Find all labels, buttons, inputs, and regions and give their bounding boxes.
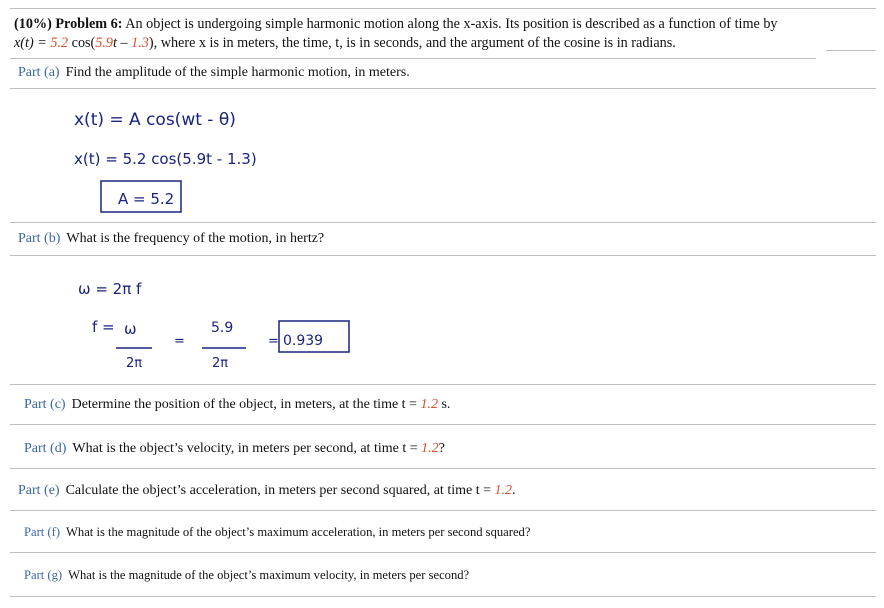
omega-value: 5.9 <box>95 35 114 51</box>
phase-value: 1.3 <box>131 35 149 51</box>
hw-b-omega-relation: ω = 2π f <box>78 280 142 298</box>
part-a-text: Find the amplitude of the simple harmonic motion, in meters. <box>65 65 410 80</box>
hw-a-general-equation: x(t) = A cos(wt - θ) <box>74 110 236 130</box>
part-d-label: Part (d) <box>24 441 67 456</box>
part-e-text: Calculate the object’s acceleration, in meters per second squared, at time t = <box>65 483 495 498</box>
part-c-time-value: 1.2 <box>420 397 438 412</box>
part-c-text-after: s. <box>437 397 451 412</box>
part-f-label: Part (f) <box>24 525 61 539</box>
time-variable: t <box>113 35 117 51</box>
part-g-text: What is the magnitude of the object’s maximum velocity, in meters per second? <box>68 568 470 582</box>
hw-a-answer: A = 5.2 <box>118 190 175 208</box>
problem-line-2-rest: ), where x is in meters, the time, t, is in seconds, and the argument of the cosine is in radians. <box>148 35 676 51</box>
cos-open: cos( <box>68 35 96 51</box>
hw-b-denominator-value: 2π <box>212 356 229 371</box>
part-a-label: Part (a) <box>18 65 60 80</box>
hw-b-numerator-value: 5.9 <box>211 320 234 336</box>
part-b-text: What is the frequency of the motion, in hertz? <box>66 231 325 246</box>
part-f-text: What is the magnitude of the object’s maximum acceleration, in meters per second squared? <box>66 525 531 539</box>
problem-line-1: An object is undergoing simple harmonic motion along the x-axis. Its position is described as a function of time by <box>125 16 778 32</box>
problem-title: Problem 6: <box>55 16 123 32</box>
part-e-time-value: 1.2 <box>494 483 512 498</box>
part-d-time-value: 1.2 <box>421 441 439 456</box>
hw-b-f-equals: f = <box>92 318 115 336</box>
hw-b-answer: 0.939 <box>283 333 324 349</box>
hw-b-equals-sign: = <box>174 334 185 349</box>
answer-box-b <box>279 321 349 352</box>
hw-a-specific-equation: x(t) = 5.2 cos(5.9t - 1.3) <box>74 150 257 168</box>
part-g-label: Part (g) <box>24 568 63 582</box>
part-b-label: Part (b) <box>18 231 61 246</box>
part-d-text: What is the object’s velocity, in meters per second, at time t = <box>72 441 422 456</box>
problem-weight: (10%) <box>14 16 52 32</box>
answer-box-a <box>101 181 181 212</box>
part-c-text: Determine the position of the object, in meters, at the time t = <box>71 397 421 412</box>
part-e-label: Part (e) <box>18 483 60 498</box>
part-d-text-after: ? <box>438 441 445 456</box>
hw-b-2pi-denominator: 2π <box>126 356 143 371</box>
hw-b-equals-sign-2: = <box>268 334 279 349</box>
hw-b-omega-numerator: ω <box>124 320 137 338</box>
part-c-label: Part (c) <box>24 397 66 412</box>
part-e-text-after: . <box>512 483 516 498</box>
equation-lhs: x(t) = <box>14 35 51 51</box>
minus-sign: – <box>116 35 132 51</box>
amplitude-value: 5.2 <box>50 35 69 51</box>
